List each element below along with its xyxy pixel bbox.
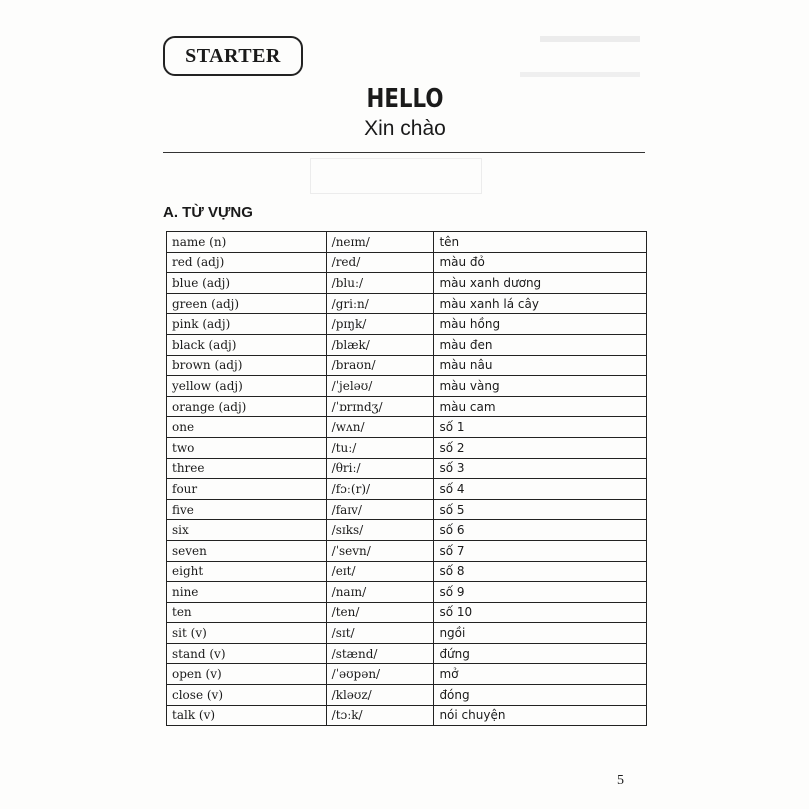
vocab-ipa: /bluː/ (326, 273, 434, 294)
header-divider (163, 152, 645, 153)
table-row (167, 705, 647, 726)
vocab-meaning: số 6 (434, 520, 647, 541)
vocab-meaning: màu xanh lá cây (434, 293, 647, 314)
table-row (167, 252, 647, 273)
table-row (167, 334, 647, 355)
vocab-ipa: /stænd/ (326, 643, 434, 664)
vocab-word: five (167, 499, 327, 520)
vocab-meaning: số 9 (434, 582, 647, 603)
vocab-word: pink (adj) (167, 314, 327, 335)
vocab-ipa: /faɪv/ (326, 499, 434, 520)
vocab-meaning: số 5 (434, 499, 647, 520)
lesson-title: HELLO (366, 84, 444, 114)
vocab-meaning: màu đỏ (434, 252, 647, 273)
vocab-meaning: mở (434, 664, 647, 685)
vocab-word: three (167, 458, 327, 479)
lesson-subtitle: Xin chào (364, 117, 446, 140)
vocab-ipa: /sɪt/ (326, 623, 434, 644)
table-row (167, 417, 647, 438)
vocab-meaning: nói chuyện (434, 705, 647, 726)
table-row (167, 376, 647, 397)
vocab-word: eight (167, 561, 327, 582)
vocab-word: sit (v) (167, 623, 327, 644)
starter-badge (163, 36, 303, 76)
vocab-word: talk (v) (167, 705, 327, 726)
vocab-ipa: /ˈəʊpən/ (326, 664, 434, 685)
vocab-ipa: /sɪks/ (326, 520, 434, 541)
vocab-meaning: số 4 (434, 479, 647, 500)
vocab-meaning: số 2 (434, 437, 647, 458)
vocab-word: name (n) (167, 232, 327, 253)
vocab-word: yellow (adj) (167, 376, 327, 397)
vocab-word: blue (adj) (167, 273, 327, 294)
vocab-ipa: /naɪn/ (326, 582, 434, 603)
table-row (167, 355, 647, 376)
table-row (167, 499, 647, 520)
vocab-ipa: /ˈsevn/ (326, 540, 434, 561)
section-heading: A. TỪ VỰNG (163, 204, 253, 221)
table-row (167, 396, 647, 417)
bleed-through-decoration (310, 158, 482, 194)
table-row (167, 458, 647, 479)
vocab-ipa: /wʌn/ (326, 417, 434, 438)
vocab-word: one (167, 417, 327, 438)
vocab-word: close (v) (167, 685, 327, 706)
table-row (167, 582, 647, 603)
table-row (167, 561, 647, 582)
starter-label: STARTER (185, 44, 281, 67)
vocab-ipa: /θriː/ (326, 458, 434, 479)
vocab-meaning: màu nâu (434, 355, 647, 376)
vocab-ipa: /neɪm/ (326, 232, 434, 253)
vocab-meaning: tên (434, 232, 647, 253)
vocab-word: nine (167, 582, 327, 603)
vocab-meaning: số 1 (434, 417, 647, 438)
vocab-ipa: /eɪt/ (326, 561, 434, 582)
vocab-word: ten (167, 602, 327, 623)
vocab-word: six (167, 520, 327, 541)
vocab-ipa: /ˈɒrɪndʒ/ (326, 396, 434, 417)
table-row (167, 273, 647, 294)
vocab-meaning: màu vàng (434, 376, 647, 397)
vocab-meaning: ngồi (434, 623, 647, 644)
page-number: 5 (617, 773, 624, 788)
table-row (167, 540, 647, 561)
vocab-ipa: /ten/ (326, 602, 434, 623)
table-row (167, 232, 647, 253)
vocab-ipa: /braʊn/ (326, 355, 434, 376)
vocab-meaning: đứng (434, 643, 647, 664)
vocab-ipa: /tuː/ (326, 437, 434, 458)
vocab-word: black (adj) (167, 334, 327, 355)
table-row (167, 623, 647, 644)
table-row (167, 437, 647, 458)
vocab-meaning: màu đen (434, 334, 647, 355)
table-row (167, 664, 647, 685)
vocab-word: brown (adj) (167, 355, 327, 376)
table-row (167, 643, 647, 664)
table-row (167, 520, 647, 541)
vocabulary-table-body (167, 232, 647, 726)
table-row (167, 314, 647, 335)
vocab-word: four (167, 479, 327, 500)
vocab-ipa: /blæk/ (326, 334, 434, 355)
table-row (167, 685, 647, 706)
table-row (167, 479, 647, 500)
vocab-ipa: /tɔːk/ (326, 705, 434, 726)
table-row (167, 602, 647, 623)
vocab-meaning: màu xanh dương (434, 273, 647, 294)
vocabulary-table (166, 231, 647, 726)
table-row (167, 293, 647, 314)
vocab-ipa: /fɔː(r)/ (326, 479, 434, 500)
vocab-ipa: /ˈjeləʊ/ (326, 376, 434, 397)
vocab-word: orange (adj) (167, 396, 327, 417)
vocab-ipa: /kləʊz/ (326, 685, 434, 706)
vocab-meaning: số 3 (434, 458, 647, 479)
bleed-through-decoration (520, 72, 640, 85)
bleed-through-decoration (540, 36, 640, 52)
vocab-word: open (v) (167, 664, 327, 685)
vocab-meaning: số 8 (434, 561, 647, 582)
vocab-word: green (adj) (167, 293, 327, 314)
vocab-meaning: số 7 (434, 540, 647, 561)
vocab-word: red (adj) (167, 252, 327, 273)
vocab-ipa: /red/ (326, 252, 434, 273)
vocab-word: seven (167, 540, 327, 561)
vocab-ipa: /pɪŋk/ (326, 314, 434, 335)
vocab-meaning: màu hồng (434, 314, 647, 335)
vocab-word: stand (v) (167, 643, 327, 664)
vocab-meaning: màu cam (434, 396, 647, 417)
vocab-word: two (167, 437, 327, 458)
vocab-meaning: đóng (434, 685, 647, 706)
vocab-ipa: /griːn/ (326, 293, 434, 314)
vocab-meaning: số 10 (434, 602, 647, 623)
